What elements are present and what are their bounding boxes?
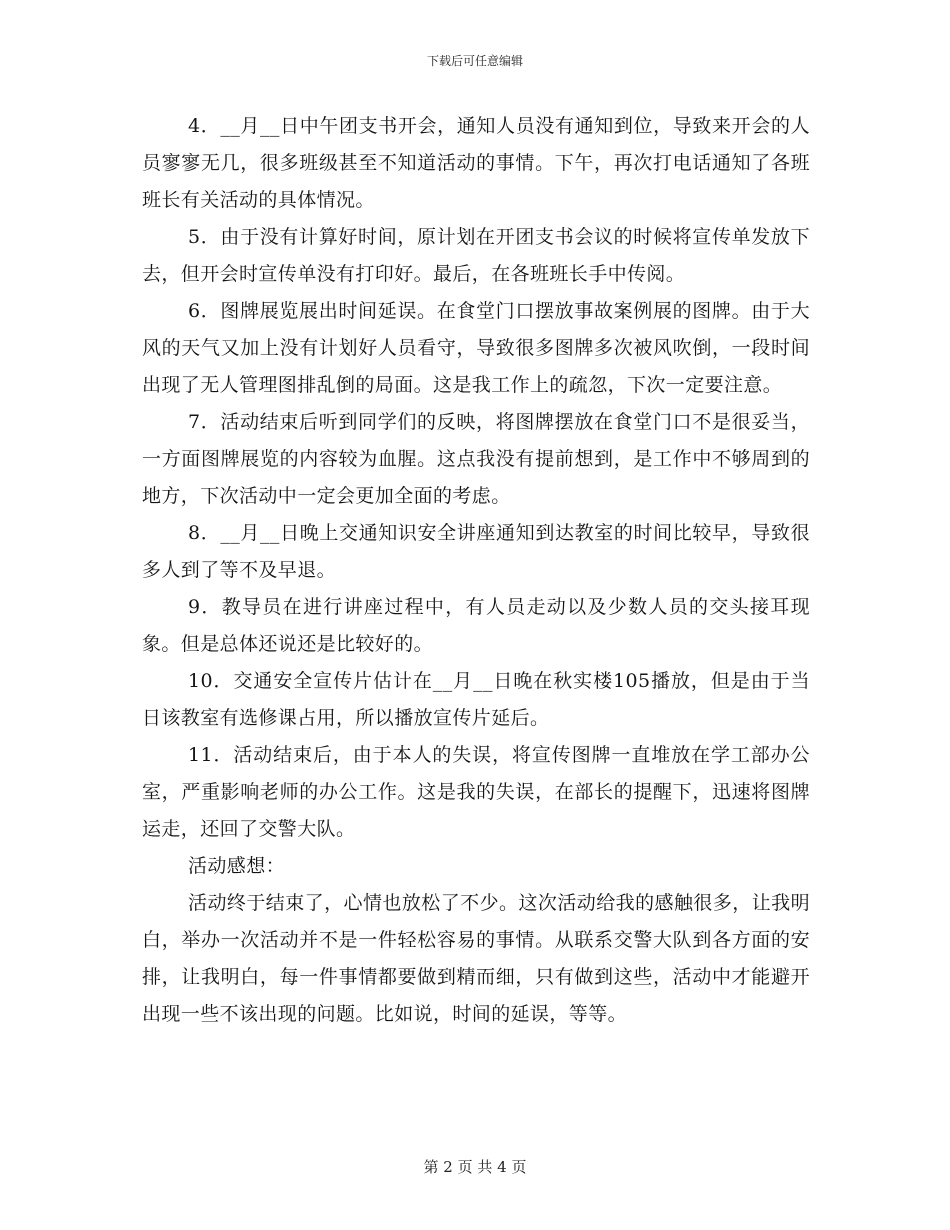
paragraph-item-6: 6．图牌展览展出时间延误。在食堂门口摆放事故案例展的图牌。由于大风的天气又加上没有计划好人员看守，导致很多图牌多次被风吹倒，一段时间出现了无人管理图排乱倒的局面。这是我工作上的疏忽，下次一定要注意。 (142, 300, 810, 396)
paragraph-item-10: 10．交通安全宣传片估计在__月__日晚在秋实楼105播放，但是由于当日该教室有选修课占用，所以播放宣传片延后。 (142, 670, 810, 729)
paragraph-item-8: 8．__月__日晚上交通知识安全讲座通知到达教室的时间比较早，导致很多人到了等不及早退。 (142, 522, 810, 581)
paragraph-item-5: 5．由于没有计算好时间，原计划在开团支书会议的时候将宣传单发放下去，但开会时宣传单没有打印好。最后，在各班班长手中传阅。 (142, 226, 810, 285)
document-body (142, 108, 810, 1033)
paragraph-item-9: 9．教导员在进行讲座过程中，有人员走动以及少数人员的交头接耳现象。但是总体还说还是比较好的。 (142, 596, 810, 655)
reflection-paragraph: 活动终于结束了，心情也放松了不少。这次活动给我的感触很多，让我明白，举办一次活动并不是一件轻松容易的事情。从联系交警大队到各方面的安排，让我明白，每一件事情都要做到精而细，只有做到这些，活动中才能避开出现一些不该出现的问题。比如说，时间的延误，等等。 (142, 892, 810, 1025)
section-heading: 活动感想： (188, 855, 286, 877)
page-number: 第 2 页 共 4 页 (423, 1158, 527, 1176)
paragraph-item-11: 11．活动结束后，由于本人的失误，将宣传图牌一直堆放在学工部办公室，严重影响老师的办公工作。这是我的失误，在部长的提醒下，迅速将图牌运走，还回了交警大队。 (142, 744, 810, 840)
paragraph-item-7: 7．活动结束后听到同学们的反映，将图牌摆放在食堂门口不是很妥当，一方面图牌展览的内容较为血腥。这点我没有提前想到，是工作中不够周到的地方，下次活动中一定会更加全面的考虑。 (142, 411, 810, 507)
paragraph-item-4: 4．__月__日中午团支书开会，通知人员没有通知到位，导致来开会的人员寥寥无几，很多班级甚至不知道活动的事情。下午，再次打电话通知了各班班长有关活动的具体情况。 (142, 115, 810, 211)
page-header: 下载后可任意编辑 (426, 54, 523, 68)
